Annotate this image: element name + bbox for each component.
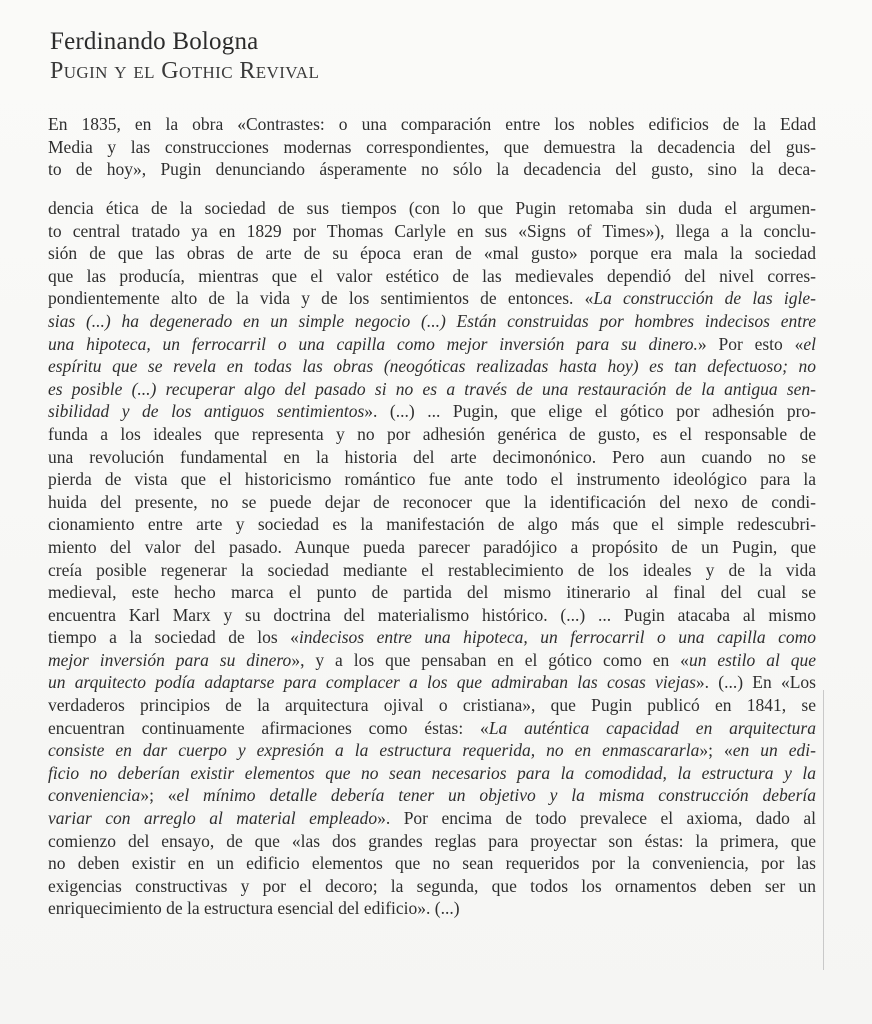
italic-quote: es posible (...) recuperar algo del pasado si no es a través de una restauración de la antigua sen- <box>48 378 816 399</box>
text-run: ». (...) ... Pugin, que elige el gótico por adhesión pro- <box>364 401 816 422</box>
italic-quote: el <box>803 333 816 354</box>
italic-quote: un estilo al que <box>688 649 816 670</box>
text-line <box>48 423 816 446</box>
text-line <box>48 513 816 536</box>
text-run: pondientemente alto de la vida y de los sentimientos de entonces. « <box>48 288 594 309</box>
text-line: Media y las construcciones modernas correspondientes, que demuestra la decadencia del gus- <box>48 136 816 157</box>
italic-quote: indecisos entre una hipoteca, un ferrocarril o una capilla como <box>298 627 816 648</box>
text-run: pierda de vista que el historicismo romántico fue ante todo el instrumento ideológico para la <box>48 469 816 490</box>
italic-quote: consiste en dar cuerpo y expresión a la estructura requerida, no en enmascararla <box>48 740 700 761</box>
text-run: creía posible regenerar la sociedad mediante el restablecimiento de los ideales y de la vida <box>48 559 816 580</box>
text-run: huida del presente, no se puede dejar de reconocer que la identificación del nexo de condi- <box>48 491 816 512</box>
text-line <box>48 333 816 356</box>
text-run: verdaderos principios de la arquitectura ojival o cristiana», que Pugin publicó en 1841, se <box>48 695 816 716</box>
text-line <box>48 355 816 378</box>
text-run: dencia ética de la sociedad de sus tiempos (con lo que Pugin retomaba sin duda el argumen- <box>48 198 816 218</box>
text-line <box>48 604 816 627</box>
text-run: medieval, este hecho marca el punto de partida del mismo itinerario al final del cual se <box>48 582 816 603</box>
text-run: funda a los ideales que representa y no por adhesión genérica de gusto, es el responsable de <box>48 423 816 444</box>
text-line <box>48 649 816 672</box>
text-run: comienzo del ensayo, de que «las dos grandes reglas para proyectar son éstas: la primera, que <box>48 830 816 851</box>
text-run: ». Por encima de todo prevalece el axioma, dado al <box>377 808 816 829</box>
text-line <box>48 310 816 333</box>
text-line <box>48 626 816 649</box>
text-line <box>48 378 816 401</box>
text-run: encuentra Karl Marx y su doctrina del materialismo histórico. (...) ... Pugin atacaba al mismo <box>48 604 816 625</box>
text-run: miento del valor del pasado. Aunque pueda parecer paradójico a propósito de un Pugin, que <box>48 536 816 557</box>
text-line <box>48 468 816 491</box>
italic-quote: La construcción de las igle- <box>593 288 816 309</box>
italic-quote: el mínimo detalle debería tener un objetivo y la misma construcción debería <box>176 785 816 806</box>
text-line <box>48 287 816 310</box>
text-line <box>48 762 816 785</box>
text-run: »; « <box>699 740 733 761</box>
italic-quote: La auténtica capacidad en arquitectura <box>488 717 816 738</box>
italic-quote: una hipoteca, un ferrocarril o una capilla como mejor inversión para su dinero. <box>48 333 698 354</box>
text-run: encuentran continuamente afirmaciones como éstas: « <box>48 717 489 738</box>
text-line <box>48 220 816 243</box>
text-line <box>48 400 816 423</box>
text-run: » Por esto « <box>697 333 804 354</box>
italic-quote: en un edi- <box>732 740 816 761</box>
text-run: cionamiento entre arte y sociedad es la manifestación de algo más que el simple redescubri- <box>48 514 816 535</box>
article-title: Pugin y el Gothic Revival <box>50 58 320 84</box>
paragraph-intro <box>48 113 816 181</box>
text-line <box>48 446 816 469</box>
text-line <box>48 784 816 807</box>
italic-quote: variar con arreglo al material empleado <box>48 808 378 829</box>
text-run: tiempo a la sociedad de los « <box>48 627 299 648</box>
text-line <box>48 807 816 830</box>
text-line <box>48 581 816 604</box>
text-line <box>48 197 816 220</box>
text-run: no deben existir en un edificio elementos que no sean requeridos por la conveniencia, por las <box>48 853 816 874</box>
text-run: enriquecimiento de la estructura esencial del edificio». (...) <box>48 898 460 919</box>
text-line <box>48 536 816 559</box>
text-line <box>48 491 816 514</box>
text-line <box>48 242 816 265</box>
text-line: En 1835, en la obra «Contrastes: o una comparación entre los nobles edificios de la Edad <box>48 114 816 134</box>
italic-quote: sias (...) ha degenerado en un simple negocio (...) Están construidas por hombres indecisos entre <box>48 310 816 331</box>
italic-quote: mejor inversión para su dinero <box>48 649 292 670</box>
text-line <box>48 897 816 920</box>
text-run: que las producía, mientras que el valor estético de las medievales dependió del nivel corres- <box>48 265 816 286</box>
text-line <box>48 671 816 694</box>
author-name: Ferdinando Bologna <box>50 28 259 55</box>
italic-quote: espíritu que se revela en todas las obras (neogóticas realizadas hasta hoy) es tan defectuoso; no <box>48 356 816 377</box>
text-line <box>48 559 816 582</box>
text-run: to central tratado ya en 1829 por Thomas Carlyle en sus «Signs of Times»), llega a la conclu- <box>48 220 816 241</box>
italic-quote: un arquitecto podía adaptarse para complacer a los que admiraban las cosas viejas <box>48 672 696 693</box>
text-run: una revolución fundamental en la historia del arte decimonónico. Pero aun cuando no se <box>48 446 816 467</box>
text-line <box>48 852 816 875</box>
text-line <box>48 875 816 898</box>
italic-quote: ficio no deberían existir elementos que no sean necesarios para la comodidad, la estructura y la <box>48 762 816 783</box>
text-run: sión de que las obras de arte de su época eran de «mal gusto» porque era mala la sociedad <box>48 243 816 264</box>
text-run: », y a los que pensaban en el gótico como en « <box>291 649 689 670</box>
text-run: »; « <box>140 785 177 806</box>
text-line <box>48 694 816 717</box>
text-run: ». (...) En «Los <box>695 672 816 693</box>
text-line <box>48 717 816 740</box>
text-line <box>48 739 816 762</box>
text-line: to de hoy», Pugin denunciando ásperamente no sólo la decadencia del gusto, sino la deca- <box>48 159 816 180</box>
italic-quote: conveniencia <box>48 785 141 806</box>
margin-rule <box>823 690 824 970</box>
italic-quote: sibilidad y de los antiguos sentimientos <box>48 401 365 422</box>
text-line <box>48 830 816 853</box>
text-run: exigencias constructivas y por el decoro; la segunda, que todos los ornamentos deben ser un <box>48 875 816 896</box>
paragraph-main <box>48 197 816 920</box>
text-line <box>48 265 816 288</box>
